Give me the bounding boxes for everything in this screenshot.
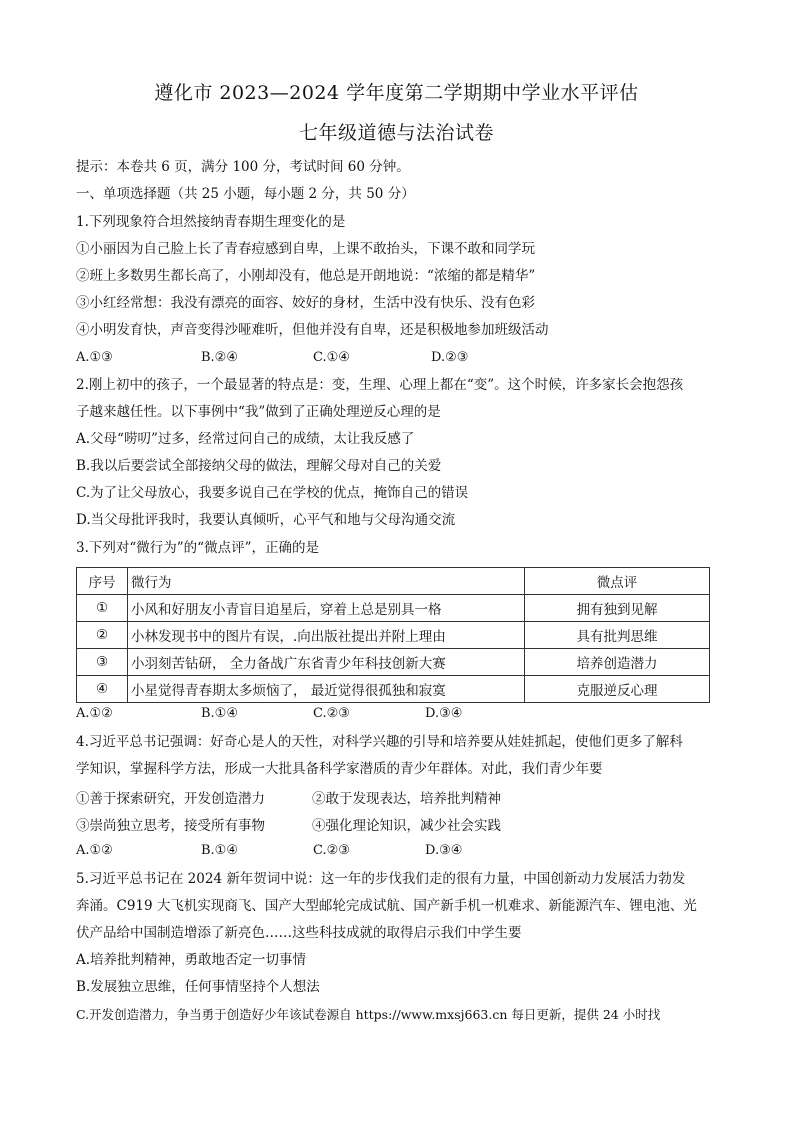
table-row: [77, 649, 710, 676]
table-header-row: [77, 568, 710, 595]
q3-table: [76, 567, 710, 703]
q5-option-c: C.开发创造潜力，争当勇于创造好少年该试卷源自 https://www.mxsj663.cn 每日更新，提供 24 小时找: [76, 1007, 661, 1022]
row-comment: 培养创造潜力: [525, 649, 710, 676]
q4-stem-cont: 学知识，掌握科学方法，形成一大批具备科学家潜质的青少年群体。对此，我们青少年要: [76, 761, 603, 777]
q5-stem-cont: 奔涌。C919 大飞机实现商飞、国产大型邮轮完成试航、国产新手机一机难求、新能源汽车、锂电池、光: [76, 898, 697, 914]
q1-item: ①小丽因为自己脸上长了青春痘感到自卑，上课不敢抬头，下课不敢和同学玩: [76, 241, 535, 257]
q1-item: ③小红经常想：我没有漂亮的面容、姣好的身材，生活中没有快乐、没有色彩: [76, 295, 535, 311]
q1-item: ②班上多数男生都长高了，小刚却没有，他总是开朗地说：“浓缩的都是精华”: [76, 268, 536, 284]
q3-option-d: D.③④: [425, 706, 463, 721]
q4-stem: 4.习近平总书记强调：好奇心是人的天性，对科学兴趣的引导和培养要从娃娃抓起，使他们更多了解科: [76, 734, 683, 750]
exam-subtitle: 七年级道德与法治试卷: [298, 122, 494, 144]
q5-option-a: A.培养批判精神，勇敢地否定一切事情: [76, 952, 307, 968]
row-behavior: 小羽刻苦钻研， 全力备战广东省青少年科技创新大赛: [128, 649, 525, 676]
q4-option-c: C.②③: [313, 843, 350, 858]
table-row: [77, 676, 710, 703]
q4-option-b: B.①④: [201, 843, 238, 858]
table-row: [77, 595, 710, 622]
q3-option-a: A.①②: [76, 706, 113, 721]
row-index: ③: [77, 649, 128, 676]
q5-stem-cont: 伏产品给中国制造增添了新亮色……这些科技成就的取得启示我们中学生要: [76, 925, 522, 941]
q5-stem: 5.习近平总书记在 2024 新年贺词中说：这一年的步伐我们走的很有力量，中国创新动力发展活力勃发: [76, 871, 686, 887]
q1-stem: 1.下列现象符合坦然接纳青春期生理变化的是: [76, 214, 346, 230]
q4-item: ④强化理论知识，减少社会实践: [312, 818, 501, 834]
row-comment: 拥有独到见解: [525, 595, 710, 622]
q2-option-b: B.我以后要尝试全部接纳父母的做法，理解父母对自己的关爱: [76, 458, 442, 474]
q1-option-b: B.②④: [201, 350, 238, 365]
section-heading: 一、单项选择题（共 25 小题，每小题 2 分，共 50 分）: [76, 186, 415, 202]
q4-option-d: D.③④: [425, 843, 463, 858]
q2-option-d: D.当父母批评我时，我要认真倾听，心平气和地与父母沟通交流: [76, 512, 456, 528]
q5-option-b: B.发展独立思维，任何事情坚持个人想法: [76, 979, 320, 995]
q2-option-a: A.父母“唠叨”过多，经常过问自己的成绩，太让我反感了: [76, 431, 415, 447]
row-comment: 具有批判思维: [525, 622, 710, 649]
row-index: ②: [77, 622, 128, 649]
row-comment: 克服逆反心理: [525, 676, 710, 703]
row-behavior: 小林发现书中的图片有误，.向出版社提出并附上理由: [128, 622, 525, 649]
row-index: ①: [77, 595, 128, 622]
q2-stem: 2.刚上初中的孩子，一个最显著的特点是：变，生理、心理上都在“变”。这个时候，许多家长会抱怨孩: [76, 377, 684, 393]
exam-title: 遵化市 2023—2024 学年度第二学期期中学业水平评估: [154, 82, 639, 104]
exam-hint: 提示：本卷共 6 页，满分 100 分，考试时间 60 分钟。: [76, 159, 410, 175]
q4-option-a: A.①②: [76, 843, 113, 858]
q3-option-c: C.②③: [313, 706, 350, 721]
q1-option-c: C.①④: [313, 350, 350, 365]
q4-item: ①善于探索研究，开发创造潜力: [76, 791, 265, 807]
q1-option-d: D.②③: [431, 350, 469, 365]
q2-option-c: C.为了让父母放心，我要多说自己在学校的优点，掩饰自己的错误: [76, 485, 469, 501]
row-index: ④: [77, 676, 128, 703]
row-behavior: 小风和好朋友小青盲目追星后，穿着上总是别具一格: [128, 595, 525, 622]
header-behavior: 微行为: [128, 568, 525, 595]
q2-stem-cont: 子越来越任性。以下事例中“我”做到了正确处理逆反心理的是: [76, 404, 441, 420]
header-comment: 微点评: [525, 568, 710, 595]
q4-item: ③崇尚独立思考，接受所有事物: [76, 818, 265, 834]
q4-item: ②敢于发现表达，培养批判精神: [312, 791, 501, 807]
header-index: 序号: [77, 568, 128, 595]
q1-option-a: A.①③: [76, 350, 113, 365]
q3-stem: 3.下列对“微行为”的“微点评”，正确的是: [76, 540, 319, 556]
q3-option-b: B.①④: [201, 706, 238, 721]
q1-item: ④小明发育快，声音变得沙哑难听，但他并没有自卑，还是积极地参加班级活动: [76, 322, 549, 338]
row-behavior: 小星觉得青春期太多烦恼了， 最近觉得很孤独和寂寞: [128, 676, 525, 703]
table-row: [77, 622, 710, 649]
